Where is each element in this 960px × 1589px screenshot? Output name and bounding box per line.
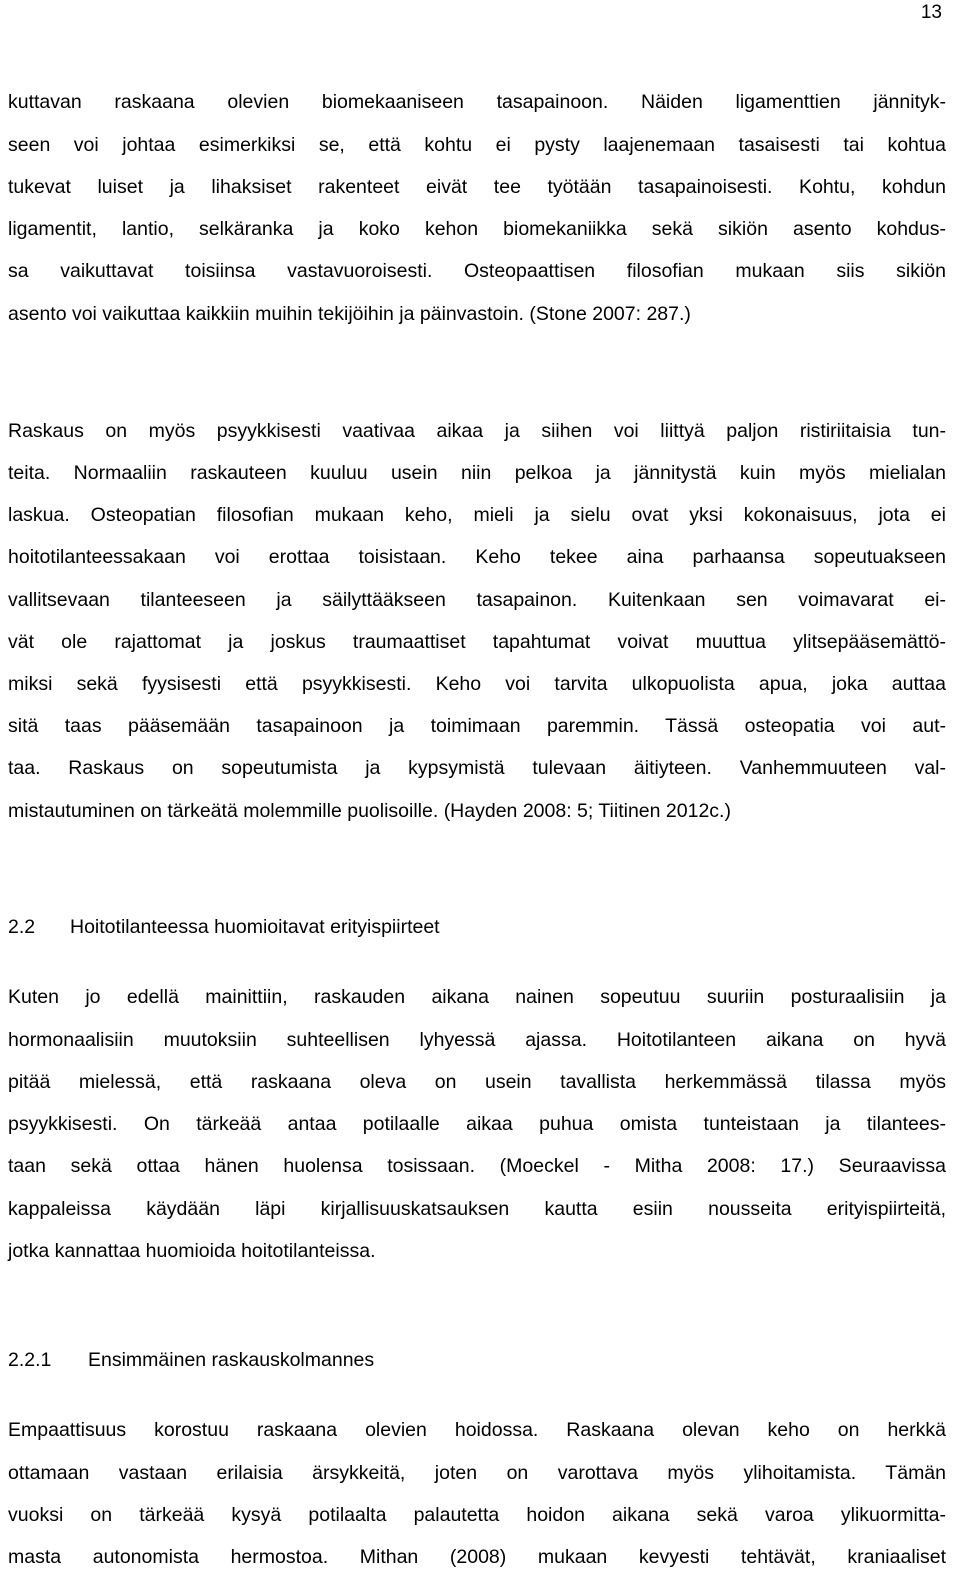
text-line: ligamentit, lantio, selkäranka ja koko kehon biomekaniikka sekä sikiön asento kohdus- — [8, 218, 946, 240]
section-number: 2.2 — [8, 916, 36, 938]
text-line: pitää mielessä, että raskaana oleva on usein tavallista herkemmässä tilassa myös — [8, 1071, 946, 1093]
text-line: jotka kannattaa huomioida hoitotilanteissa. — [8, 1240, 376, 1262]
text-line: vallitsevaan tilanteeseen ja säilyttääkseen tasapainon. Kuitenkaan sen voimavarat ei- — [8, 589, 946, 611]
text-line: hormonaalisiin muutoksiin suhteellisen lyhyessä ajassa. Hoitotilanteen aikana on hyvä — [8, 1029, 946, 1051]
text-line: Raskaus on myös psyykkisesti vaativaa aikaa ja siihen voi liittyä paljon ristiriitaisia tun- — [8, 420, 946, 442]
text-line: Kuten jo edellä mainittiin, raskauden aikana nainen sopeutuu suuriin posturaalisiin ja — [8, 986, 946, 1008]
text-line: masta autonomista hermostoa. Mithan (2008) mukaan kevyesti tehtävät, kraniaaliset — [8, 1546, 946, 1568]
page-number: 13 — [920, 2, 942, 23]
text-line: miksi sekä fyysisesti että psyykkisesti. Keho voi tarvita ulkopuolista apua, joka auttaa — [8, 673, 946, 695]
section-title: Ensimmäinen raskauskolmannes — [88, 1349, 375, 1371]
text-line: hoitotilanteessakaan voi erottaa toisistaan. Keho tekee aina parhaansa sopeutuakseen — [8, 546, 946, 568]
section-title: Hoitotilanteessa huomioitavat erityispiirteet — [70, 916, 440, 938]
text-line: mistautuminen on tärkeätä molemmille puolisoille. (Hayden 2008: 5; Tiitinen 2012c.) — [8, 800, 731, 822]
text-line: teita. Normaaliin raskauteen kuuluu usein niin pelkoa ja jännitystä kuin myös mielialan — [8, 462, 946, 484]
text-line: psyykkisesti. On tärkeää antaa potilaalle aikaa puhua omista tunteistaan ja tilantees- — [8, 1113, 946, 1135]
text-line: kappaleissa käydään läpi kirjallisuuskatsauksen kautta esiin nousseita erityispiirteitä, — [8, 1198, 946, 1220]
text-line: seen voi johtaa esimerkiksi se, että kohtu ei pysty laajenemaan tasaisesti tai kohtua — [8, 134, 946, 156]
section-heading-2-2-1 — [8, 1347, 374, 1373]
text-line: kuttavan raskaana olevien biomekaaniseen tasapainoon. Näiden ligamenttien jännityk- — [8, 91, 946, 113]
text-line: sa vaikuttavat toisiinsa vastavuoroisesti. Osteopaattisen filosofian mukaan siis sikiön — [8, 260, 946, 282]
text-line: sitä taas pääsemään tasapainoon ja toimimaan paremmin. Tässä osteopatia voi aut- — [8, 715, 946, 737]
text-line: vät ole rajattomat ja joskus traumaattiset tapahtumat voivat muuttua ylitsepääsemättö- — [8, 631, 946, 653]
text-line: vuoksi on tärkeää kysyä potilaalta palautetta hoidon aikana sekä varoa ylikuormitta- — [8, 1504, 946, 1526]
text-line: Empaattisuus korostuu raskaana olevien hoidossa. Raskaana olevan keho on herkkä — [8, 1419, 946, 1441]
text-line: tukevat luiset ja lihaksiset rakenteet eivät tee työtään tasapainoisesti. Kohtu, kohdun — [8, 176, 946, 198]
text-line: laskua. Osteopatian filosofian mukaan keho, mieli ja sielu ovat yksi kokonaisuus, jota ei — [8, 504, 946, 526]
text-line: taan sekä ottaa hänen huolensa tosissaan. (Moeckel - Mitha 2008: 17.) Seuraavissa — [8, 1155, 946, 1177]
section-number: 2.2.1 — [8, 1349, 52, 1371]
section-heading-2-2 — [8, 914, 440, 940]
text-line: ottamaan vastaan erilaisia ärsykkeitä, joten on varottava myös ylihoitamista. Tämän — [8, 1462, 946, 1484]
text-line: taa. Raskaus on sopeutumista ja kypsymistä tulevaan äitiyteen. Vanhemmuuteen val- — [8, 757, 946, 779]
text-line: asento voi vaikuttaa kaikkiin muihin tekijöihin ja päinvastoin. (Stone 2007: 287.) — [8, 303, 691, 325]
